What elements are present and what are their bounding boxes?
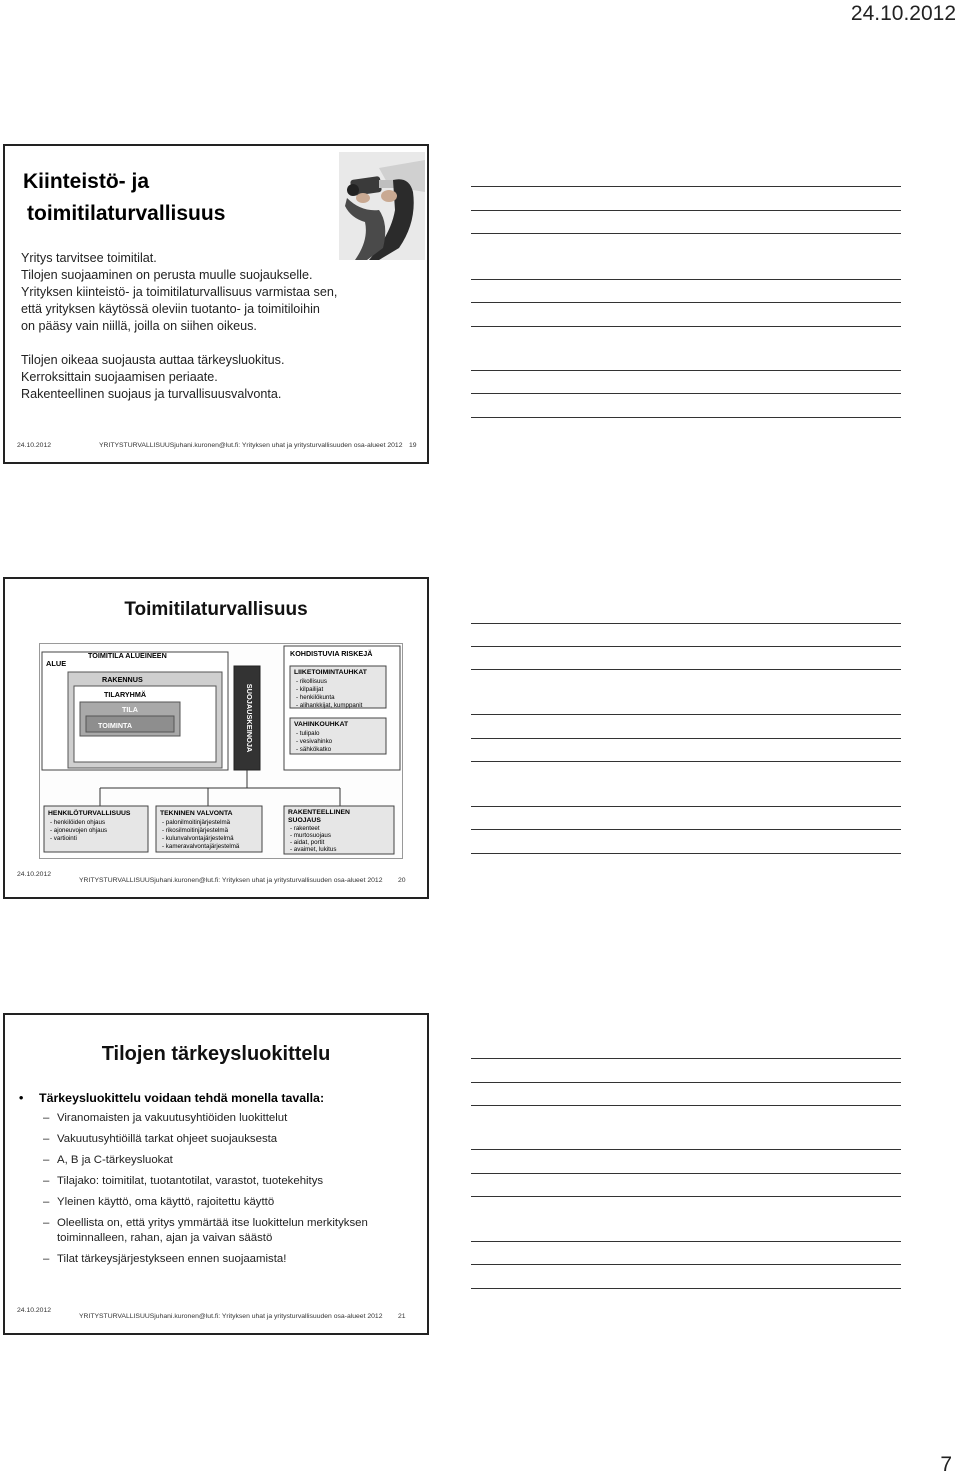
note-line [471,1058,901,1059]
security-layers-svg [40,644,402,858]
footer-slide-number: 20 [398,877,406,884]
label-item: - sähkökatko [296,746,332,753]
note-line [471,738,901,739]
slide-21 [3,1013,429,1335]
label-item: - vartiointi [50,835,77,842]
note-line [471,393,901,394]
body-line: Rakenteellinen suojaus ja turvallisuusvalvonta. [21,387,282,401]
note-line [471,186,901,187]
note-line [471,210,901,211]
label-rakennus: RAKENNUS [102,675,143,684]
label-tekninen-valvonta: TEKNINEN VALVONTA [160,810,233,817]
label-liiketoimintauhkat: LIIKETOIMINTAUHKAT [294,669,367,676]
note-line [471,233,901,234]
note-line [471,1196,901,1197]
label-item: - kulunvalvontajärjestelmä [162,835,234,842]
label-toiminta: TOIMINTA [98,721,133,730]
note-line [471,326,901,327]
slide-title: Toimitilaturvallisuus [124,599,308,620]
note-line [471,669,901,670]
label-suojauskeinoja: SUOJAUSKEINOJA [245,683,254,753]
body-line: Yrityksen kiinteistö- ja toimitilaturvallisuus varmistaa sen, [21,285,338,299]
list-item: – Tilat tärkeysjärjestykseen ennen suojaamista! [43,1253,287,1265]
label-alue: ALUE [46,659,67,668]
label-item: - murtosuojaus [290,832,331,839]
note-line [471,1082,901,1083]
body-line: Tilojen oikeaa suojausta auttaa tärkeysluokitus. [21,353,285,367]
label-item: - rikosilmoitinjärjestelmä [162,827,229,834]
note-line [471,302,901,303]
label-tilaryhma: TILARYHMÄ [104,690,147,699]
slide-lead [19,1091,324,1105]
label-item: - avaimet, lukitus [290,846,337,853]
label-suojaus: SUOJAUS [288,817,321,824]
list-item: – Vakuutusyhtiöillä tarkat ohjeet suojauksesta [43,1133,278,1145]
camera-installation-illustration [339,152,425,260]
note-line [471,1105,901,1106]
note-line [471,646,901,647]
note-line [471,1264,901,1265]
label-item: - palonilmoitinjärjestelmä [162,819,231,826]
body-line: Kerroksittain suojaamisen periaate. [21,370,218,384]
list-item: – Viranomaisten ja vakuutusyhtiöiden luokittelut [43,1112,288,1124]
camera-installation-photo [339,152,425,260]
label-toimitila-alueineen: TOIMITILA ALUEINEEN [88,651,167,660]
footer-date: 24.10.2012 [17,1307,52,1314]
note-line [471,1288,901,1289]
slide-body [21,250,421,403]
body-line: on pääsy vain niillä, joilla on siihen oikeus. [21,319,257,333]
label-item: - vesivahinko [296,738,333,745]
label-tila: TILA [122,705,138,714]
footer-slide-number: 21 [398,1313,406,1320]
label-item: - tulipalo [296,730,320,737]
dash-icon: – [43,1133,50,1145]
bullet-icon: • [19,1091,24,1105]
slide-title [23,166,225,230]
dash-icon: – [43,1196,50,1208]
body-line: Yritys tarvitsee toimitilat. [21,251,157,265]
label-item: - henkilökunta [296,694,335,701]
label-rakenteellinen: RAKENTEELLINEN [288,809,350,816]
body-line: Tilojen suojaaminen on perusta muulle suojaukselle. [21,268,313,282]
note-line [471,761,901,762]
slide-title: Tilojen tärkeysluokittelu [101,1043,331,1065]
label-item: - kilpailijat [296,686,324,693]
note-line [471,623,901,624]
note-line [471,1241,901,1242]
note-line [471,417,901,418]
note-line [471,806,901,807]
list-item: – Yleinen käyttö, oma käyttö, rajoitettu käyttö [43,1196,275,1208]
label-item: - aidat, portit [290,839,325,846]
body-line: että yrityksen käytössä oleviin tuotanto- ja toimitiloihin [21,302,320,316]
note-line [471,714,901,715]
label-item: - kameravalvontajärjestelmä [162,843,240,850]
label-item: - ajoneuvojen ohjaus [50,827,108,834]
slide-title-line-1: Kiinteistö- ja [23,170,150,193]
slide-title-line-2: toimitilaturvallisuus [27,202,226,225]
dash-icon: – [43,1154,50,1166]
label-item: - rikollisuus [296,678,327,685]
note-line [471,1149,901,1150]
note-line [471,1173,901,1174]
footer-slide-number: 19 [409,442,417,449]
note-line [471,279,901,280]
note-line [471,829,901,830]
bullet-list [43,1111,423,1273]
page-header-date: 24.10.2012 [850,2,956,25]
footer-date: 24.10.2012 [17,871,52,878]
list-item: – Oleellista on, että yritys ymmärtää itse luokittelun merkityksen toiminnalleen, rahan, ajan ja vaivan säästö [43,1217,368,1244]
security-layers-diagram [39,643,403,859]
dash-icon: – [43,1112,50,1124]
label-item: - henkilöiden ohjaus [50,819,106,826]
note-line [471,853,901,854]
dash-icon: – [43,1253,50,1265]
slide-19 [3,144,429,464]
label-kohdistuvia-riskeja: KOHDISTUVIA RISKEJÄ [290,649,373,658]
lead-text: Tärkeysluokittelu voidaan tehdä monella tavalla: [39,1091,325,1105]
label-vahinkouhkat: VAHINKOUHKAT [294,721,349,728]
footer-date: 24.10.2012 [17,442,52,449]
label-henkiloturvallisuus: HENKILÖTURVALLISUUS [48,810,131,817]
footer-text: YRITYSTURVALLISUUSjuhani.kuronen@lut.fi: Yrityksen uhat ja yritysturvallisuuden osa-alueet 2012 [79,877,383,884]
label-item: - rakenteet [290,825,320,832]
dash-icon: – [43,1217,50,1229]
slide-20 [3,577,429,899]
dash-icon: – [43,1175,50,1187]
footer-text: YRITYSTURVALLISUUSjuhani.kuronen@lut.fi: Yrityksen uhat ja yritysturvallisuuden osa-alueet 2012 [79,1313,383,1320]
page-number: 7 [940,1453,952,1476]
list-item: – Tilajako: toimitilat, tuotantotilat, varastot, tuotekehitys [43,1175,324,1187]
list-item: – A, B ja C-tärkeysluokat [43,1154,173,1166]
footer-text: YRITYSTURVALLISUUSjuhani.kuronen@lut.fi: Yrityksen uhat ja yritysturvallisuuden osa-alueet 2012 [99,442,403,449]
note-line [471,370,901,371]
label-item: - alihankkijat, kumppanit [296,702,363,709]
